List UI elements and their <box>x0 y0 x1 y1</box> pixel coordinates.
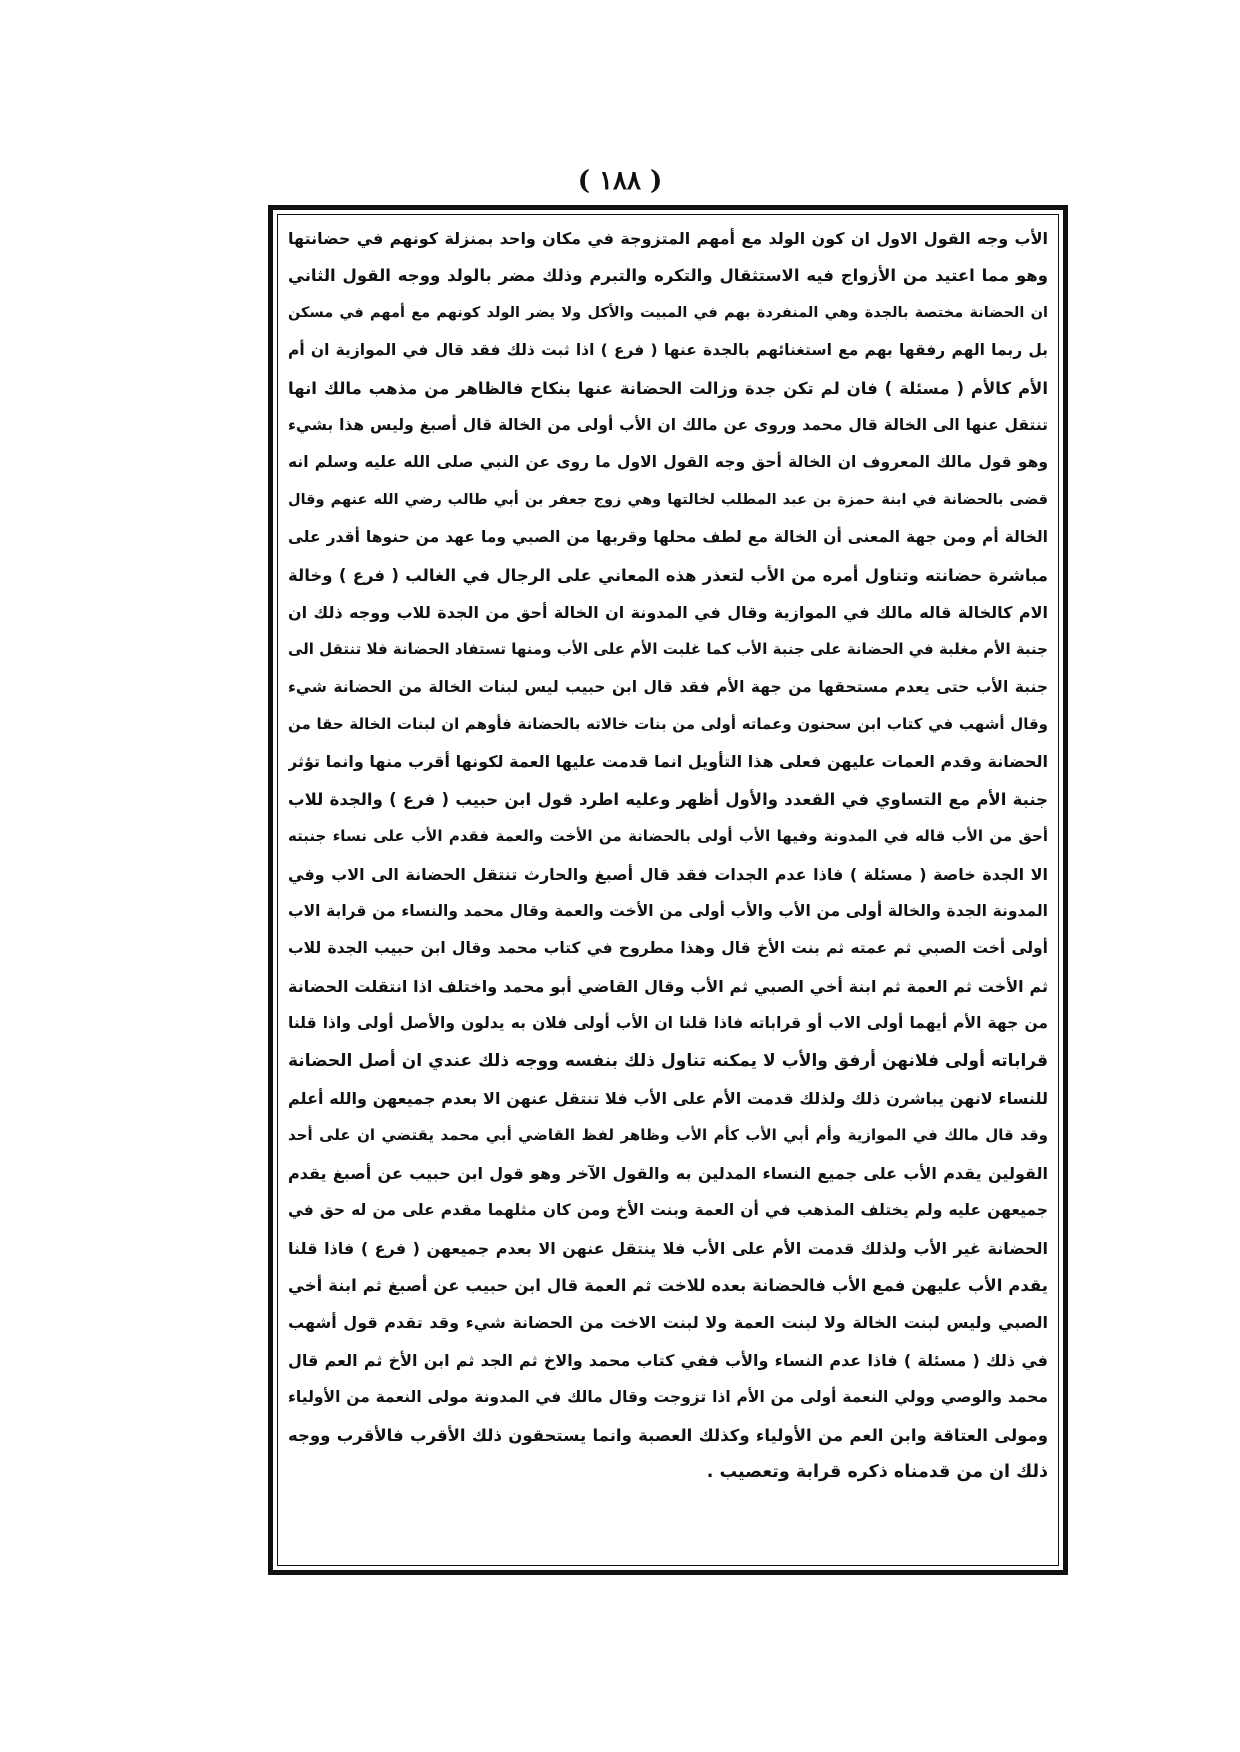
text-line: مباشرة حضانته وتناول أمره من الأب لتعذر هذه المعاني على الرجال في الغالب ( فرع ) وخالة <box>288 565 1048 585</box>
text-line: الخالة أم ومن جهة المعنى أن الخالة مع لطف محلها وقربها من الصبي وما عهد من حنوها أقدر على <box>288 528 1048 547</box>
text-line: وقال أشهب في كتاب ابن سحنون وعماته أولى من بنات خالاته بالحضانة فأوهم ان لبنات الخالة حقا من <box>288 715 1048 734</box>
text-line: الا الجدة خاصة ( مسئلة ) فاذا عدم الجدات فقد قال أصبغ والحارث تنتقل الحضانة الى الاب وفي <box>288 864 1048 884</box>
text-line: قراباته أولى فلانهن أرفق والأب لا يمكنه تناول ذلك بنفسه ووجه ذلك عندي ان أصل الحضانة <box>288 1050 1048 1071</box>
text-line: بل ربما الهم رفقها بهم مع استغنائهم بالجدة عنها ( فرع ) اذا ثبت ذلك فقد قال في الموازية ان أم <box>288 341 1048 360</box>
text-line: أولى أخت الصبي ثم عمته ثم بنت الأخ قال وهذا مطروح في كتاب محمد وقال ابن حبيب الجدة للاب <box>288 939 1048 958</box>
text-line: وهو مما اعتيد من الأزواج فيه الاستثقال والتكره والتبرم وذلك مضر بالولد ووجه القول الثاني <box>288 266 1048 286</box>
text-line: الحضانة غير الأب ولذلك قدمت الأم على الأب فلا ينتقل عنهن الا بعدم جميعهن ( فرع ) فاذا قلنا <box>288 1238 1048 1258</box>
text-line: الأب وجه القول الاول ان كون الولد مع أمهم المتزوجة في مكان واحد بمنزلة كونهم في حضانتها <box>288 229 1048 248</box>
text-line: الحضانة وقدم العمات عليهن فعلى هذا التأويل انما قدمت عليها العمة لكونها أقرب منها وانما تؤثر <box>288 752 1048 772</box>
page-number: ( ١٨٨ ) <box>577 166 663 196</box>
text-line: ان الحضانة مختصة بالجدة وهي المنفردة بهم في المبيت والأكل ولا يضر الولد كونهم مع أمهم في مسكن <box>288 304 1048 321</box>
text-line: وهو قول مالك المعروف ان الخالة أحق وجه القول الاول ما روى عن النبي صلى الله عليه وسلم انه <box>288 453 1048 472</box>
text-line: للنساء لانهن يباشرن ذلك ولذلك قدمت الأم على الأب فلا تنتقل عنهن الا بعدم جميعهن والله أعلم <box>288 1088 1048 1108</box>
text-line: جنبة الأم مع التساوي في القعدد والأول أظهر وعليه اطرد قول ابن حبيب ( فرع ) والجدة للاب <box>288 789 1048 809</box>
text-line: الأم كالأم ( مسئلة ) فان لم تكن جدة وزالت الحضانة عنها بنكاح فالظاهر من مذهب مالك انها <box>288 378 1048 398</box>
text-line: القولين يقدم الأب على جميع النساء المدلين به والقول الآخر وهو قول ابن حبيب عن أصبغ يقدم <box>288 1163 1048 1183</box>
text-line: وقد قال مالك في الموازية وأم أبي الأب كأم الأب وظاهر لفظ القاضي أبي محمد يقتضي ان على أحد <box>288 1126 1048 1145</box>
text-line: محمد والوصي وولي النعمة أولى من الأم اذا تزوجت وقال مالك في المدونة مولى النعمة من الأولياء <box>288 1388 1048 1407</box>
text-line: من جهة الأم أيهما أولى الاب أو قراباته فاذا قلنا ان الأب أولى فلان به يدلون والأصل أولى واذا قلنا <box>288 1014 1048 1033</box>
text-line: جميعهن عليه ولم يختلف المذهب في أن العمة وبنت الأخ ومن كان مثلهما مقدم على من له حق في <box>288 1201 1048 1220</box>
text-line: الصبي وليس لبنت الخالة ولا لبنت العمة ولا لبنت الاخت من الحضانة شيء وقد تقدم قول أشهب <box>288 1313 1048 1333</box>
text-line: ومولى العتاقة وابن العم من الأولياء وكذلك العصبة وانما يستحقون ذلك الأقرب فالأقرب ووجه <box>288 1425 1048 1445</box>
text-line: أحق من الأب قاله في المدونة وفيها الأب أولى بالحضانة من الأخت والعمة فقدم الأب على نساء جنبته <box>288 827 1048 846</box>
text-line: في ذلك ( مسئلة ) فاذا عدم النساء والأب ففي كتاب محمد والاخ ثم الجد ثم ابن الأخ ثم العم قال <box>288 1350 1048 1370</box>
text-line: الام كالخالة قاله مالك في الموازية وقال في المدونة ان الخالة أحق من الجدة للاب ووجه ذلك ان <box>288 602 1048 622</box>
text-line: جنبة الأم مغلبة في الحضانة على جنبة الأب كما غلبت الأم على الأب ومنها تستفاد الحضانة فلا تنتقل الى <box>288 640 1048 659</box>
text-line: يقدم الأب عليهن فمع الأب فالحضانة بعده للاخت ثم العمة قال ابن حبيب عن أصبغ ثم ابنة أخي <box>288 1275 1048 1295</box>
text-line: تنتقل عنها الى الخالة قال محمد وروى عن مالك ان الأب أولى من الخالة قال أصبغ وليس هذا بشيء <box>288 415 1048 434</box>
text-line: قضى بالحضانة في ابنة حمزة بن عبد المطلب لخالتها وهي زوج جعفر بن أبي طالب رضي الله عنهم وقال <box>288 491 1048 508</box>
text-body <box>288 220 1048 1491</box>
text-line: ذلك ان من قدمناه ذكره قرابة وتعصيب . <box>706 1461 1048 1482</box>
text-line: جنبة الأب حتى يعدم مستحقها من جهة الأم فقد قال ابن حبيب ليس لبنات الخالة من الحضانة شيء <box>288 677 1048 696</box>
text-line: المدونة الجدة والخالة أولى من الأب والأب أولى من الأخت والعمة وقال محمد والنساء من قرابة الاب <box>288 902 1048 921</box>
text-line: ثم الأخت ثم العمة ثم ابنة أخي الصبي ثم الأب وقال القاضي أبو محمد واختلف اذا انتقلت الحضانة <box>288 976 1048 996</box>
